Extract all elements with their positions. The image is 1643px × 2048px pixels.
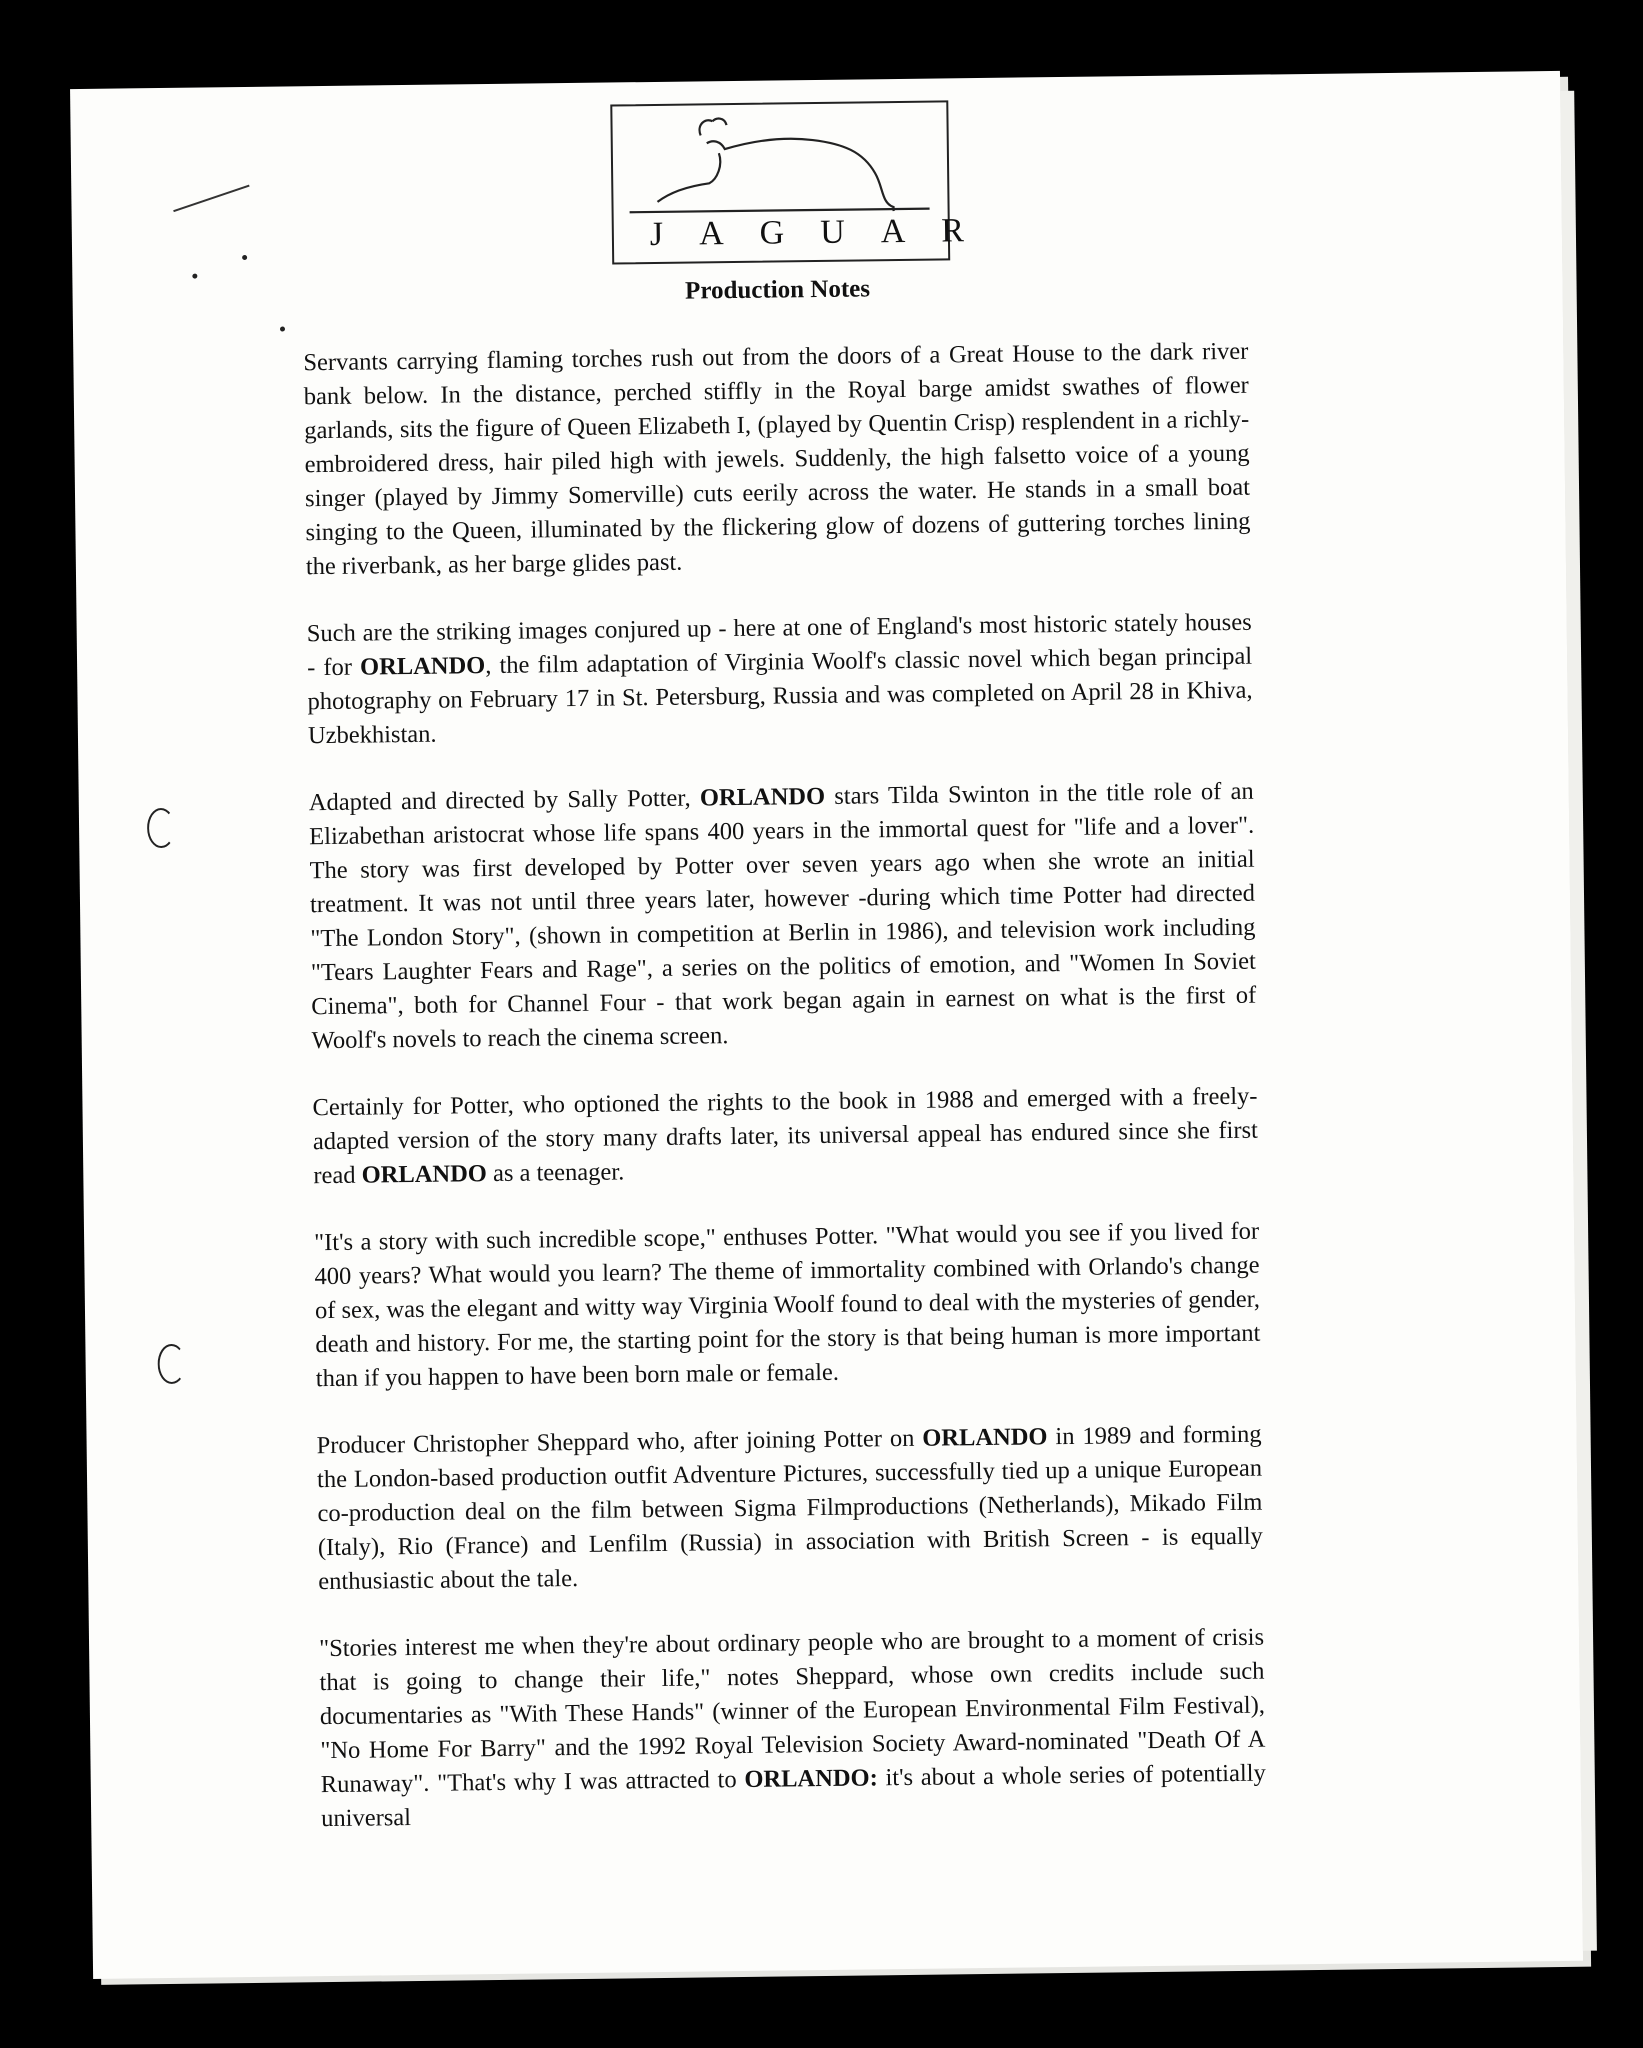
speck (242, 255, 247, 260)
paragraph (316, 1418, 1263, 1600)
text-run: , the film adaptation of Virginia Woolf's classic novel which began principal photography on February 17 in St. Petersburg, Russia and was completed on April 28 in Khiva, Uzbekhistan. (307, 642, 1253, 750)
title-emphasis: ORLANDO (359, 652, 486, 681)
text-run: in 1989 and forming the London-based production outfit Adventure Pictures, successfully tied up a unique European co-production deal on the film between Sigma Filmproductions (Netherlands), Mikado Film (Italy), Rio (France) and Lenfilm (Russia) in association with British Screen - is equally enthusiastic about the tale. (316, 1420, 1263, 1596)
paragraph (319, 1621, 1266, 1837)
text-run: it's about a whole series of potentially universal (321, 1759, 1266, 1833)
paragraph (312, 1080, 1258, 1194)
paragraph (309, 775, 1257, 1059)
paragraph (314, 1215, 1261, 1397)
title-emphasis: ORLANDO (699, 782, 826, 812)
logo-wordmark: JAGUAR (649, 211, 1001, 254)
text-run: "Stories interest me when they're about ordinary people who are brought to a moment of crisis that is going to change their life," notes Sheppard, whose own credits include such documentaries as "With These Hands" (winner of the European Environmental Film Festival), "No Home For Barry" and the 1992 Royal Television Society Award-nominated "Death Of A Runaway". "That's why I was attracted to (318, 1623, 1266, 1799)
title-emphasis: ORLANDO: (744, 1764, 878, 1793)
document-page (70, 71, 1583, 1979)
punch-hole (147, 808, 175, 848)
page-edge (1560, 91, 1597, 1951)
punch-hole (157, 1344, 185, 1384)
speck (192, 274, 197, 279)
page-title: Production Notes (684, 275, 871, 305)
pen-mark (173, 185, 249, 213)
title-emphasis: ORLANDO (922, 1423, 1048, 1452)
text-run: Such are the striking images conjured up - here at one of England's most historic stately houses - for (306, 608, 1252, 682)
paragraph (303, 335, 1251, 585)
text-run: Producer Christopher Sheppard who, after joining Potter on (316, 1424, 923, 1460)
text-run: as a teenager. (486, 1158, 625, 1188)
speck (280, 326, 285, 331)
text-run: "It's a story with such incredible scope," enthuses Potter. "What would you see if you lived for 400 years? What would you learn? The theme of immortality combined with Orlando's change of sex, was the elegant and witty way Virginia Woolf found to deal with the mysteries of gender, death and history. For me, the starting point for the story is that being human is more important than if you happen to have been born male or female. (314, 1217, 1261, 1393)
text-run: stars Tilda Swinton in the title role of an Elizabethan aristocrat whose life spans 400 years in the immortal quest for "life and a lover". The story was first developed by Potter over seven years ago when she wrote an initial treatment. It was not until three years later, however -during which time Potter had directed "The London Story", (shown in competition at Berlin in 1986), and television work including "Tears Laughter Fears and Rage", a series on the politics of emotion, and "Women In Soviet Cinema", both for Channel Four - that work began again in earnest on what is the first of Woolf's novels to reach the cinema screen. (309, 777, 1257, 1055)
paragraph (307, 606, 1254, 754)
text-run: Certainly for Potter, who optioned the rights to the book in 1988 and emerged with a freely-adapted version of the story many drafts later, its universal appeal has endured since she first read (312, 1082, 1259, 1190)
jaguar-logo (610, 100, 1001, 264)
title-emphasis: ORLANDO (361, 1160, 488, 1189)
body-text (303, 335, 1267, 1869)
text-run: Adapted and directed by Sally Potter, (308, 784, 701, 817)
text-run: Servants carrying flaming torches rush out from the doors of a Great House to the dark river bank below. In the distance, perched stiffly in the Royal barge amidst swathes of flower garlands, sits the figure of Queen Elizabeth I, (played by Quentin Crisp) resplendent in a richly-embroidered dress, hair piled high with jewels. Suddenly, the high falsetto voice of a young singer (played by Jimmy Somerville) cuts eerily across the water. He stands in a small boat singing to the Queen, illuminated by the flickering glow of dozens of guttering torches lining the riverbank, as her barge glides past. (303, 337, 1251, 581)
